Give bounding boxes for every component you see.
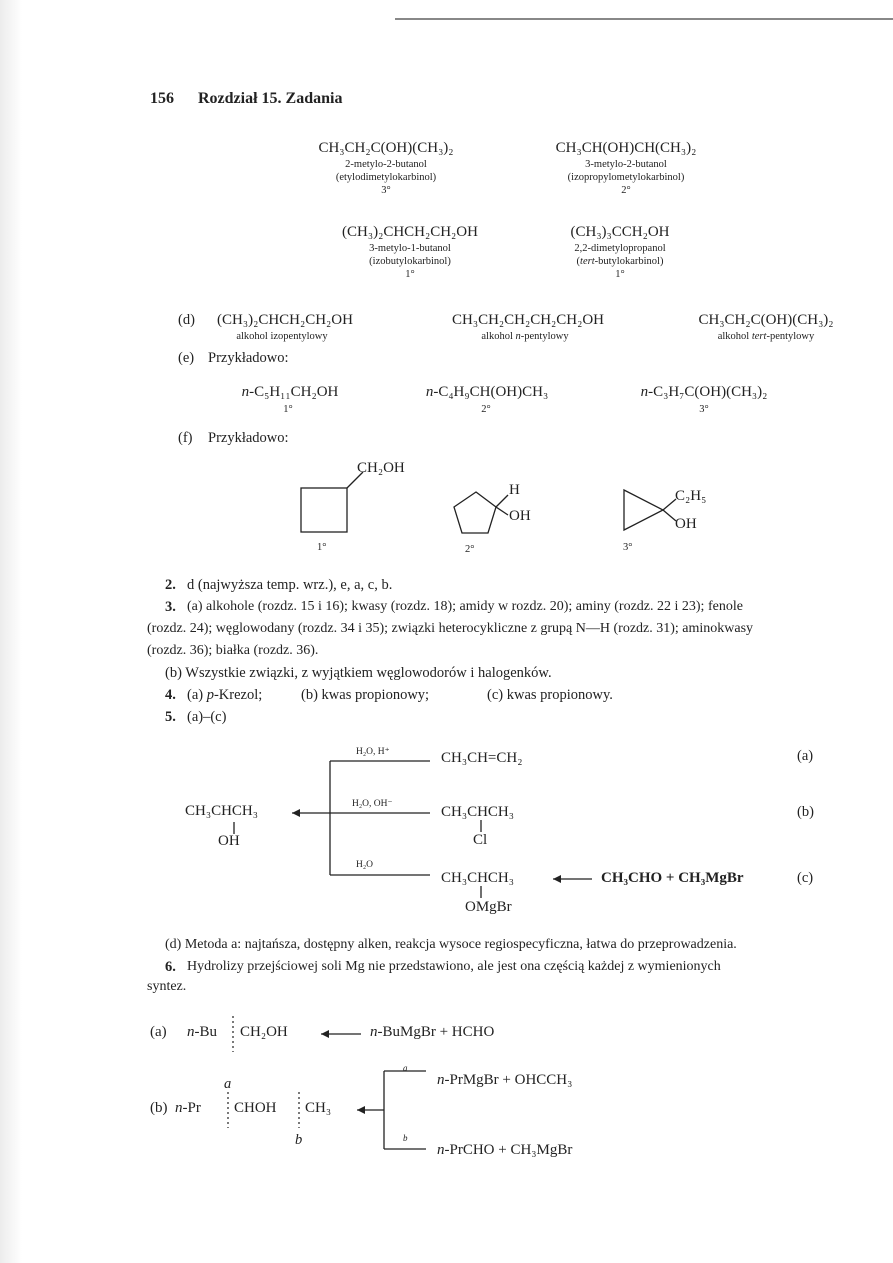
degree: 2°: [465, 544, 475, 555]
page-number: 156: [150, 90, 174, 107]
answer-text: syntez.: [147, 979, 187, 994]
reactant-formula: CH₃CHCH₃: [185, 803, 258, 819]
substituent: C₂H₅: [675, 488, 707, 504]
arrowhead: [553, 875, 561, 883]
answer-text: (a) p-Krezol;: [187, 687, 263, 703]
degree: 1°: [283, 404, 293, 415]
condition-label: H₂O, H⁺: [356, 747, 390, 757]
answer-text: d (najwyższa temp. wrz.), e, a, c, b.: [187, 577, 393, 593]
formula-right: CH₃: [305, 1100, 332, 1116]
substituent: H: [509, 482, 520, 498]
formula: (CH₃)₃CCH₂OH: [570, 224, 670, 240]
formula: CH₃CH₂C(OH)(CH₃)₂: [318, 140, 454, 156]
degree: 1°: [405, 269, 415, 280]
substituent: OMgBr: [465, 899, 512, 915]
bond-line: [496, 495, 508, 507]
answer-text: (a)–(c): [187, 709, 227, 725]
product-formula: CH₃CHCH₃: [441, 804, 514, 820]
e-heading: Przykładowo:: [208, 350, 289, 366]
substituent: OH: [509, 508, 531, 524]
arrowhead: [292, 809, 300, 817]
reagents: n-PrCHO + CH₃MgBr: [437, 1142, 573, 1158]
answer-text: Hydrolizy przejściowej soli Mg nie przedstawiono, ale jest ona częścią każdej z wymienionych: [187, 959, 721, 974]
item-label-d: (d): [178, 312, 195, 328]
substituent: Cl: [473, 832, 488, 848]
cut-label: a: [224, 1076, 232, 1092]
degree: 3°: [699, 404, 709, 415]
formula: CH₃CH₂CH₂CH₂CH₂OH: [452, 312, 604, 328]
answer-text: (rozdz. 36); białka (rozdz. 36).: [147, 643, 319, 658]
answer-text: (b) kwas propionowy;: [301, 687, 430, 703]
answer-number: 5.: [165, 709, 176, 725]
answer-number: 6.: [165, 959, 176, 975]
degree: 1°: [317, 542, 327, 553]
substituent: OH: [675, 516, 697, 532]
formula: (CH₃)₂CHCH₂CH₂OH: [342, 224, 478, 240]
answer-number: 2.: [165, 577, 176, 593]
compound-name: 2-metylo-2-butanol: [345, 159, 427, 170]
compound-alt-name: (etylodimetylokarbinol): [335, 172, 437, 183]
compound-name: alkohol tert-pentylowy: [717, 331, 815, 342]
formula-right: CH₂OH: [240, 1024, 288, 1040]
cut-label: b: [295, 1132, 303, 1148]
formula: (CH₃)₂CHCH₂CH₂OH: [217, 312, 353, 328]
compound-alt-name: (izopropylometylokarbinol): [567, 172, 685, 183]
reagents: n-PrMgBr + OHCCH₃: [437, 1072, 573, 1088]
item-label: (b): [150, 1100, 168, 1116]
formula-left: n-Pr: [175, 1100, 201, 1116]
compound-alt-name: (izobutylokarbinol): [369, 256, 451, 267]
formula: CH₃CH₂C(OH)(CH₃)₂: [698, 312, 834, 328]
compound-name: 3-metylo-2-butanol: [585, 159, 667, 170]
condition-label: H₂O: [356, 860, 374, 870]
reagents: CH₃CHO + CH₃MgBr: [601, 870, 744, 886]
answer-text: (b) Wszystkie związki, z wyjątkiem węglowodorów i halogenków.: [165, 665, 552, 681]
compound-name: alkohol izopentylowy: [236, 331, 328, 342]
item-label: (a): [150, 1024, 167, 1040]
degree: 3°: [381, 185, 391, 196]
item-label-e: (e): [178, 350, 195, 366]
answer-text: (c) kwas propionowy.: [487, 687, 613, 703]
route-label: a: [403, 1063, 408, 1073]
bond-line: [496, 507, 508, 515]
f-heading: Przykładowo:: [208, 430, 289, 446]
answer-number: 4.: [165, 687, 176, 703]
compound-name: 3-metylo-1-butanol: [369, 243, 451, 254]
degree: 2°: [481, 404, 491, 415]
arrowhead: [321, 1030, 329, 1038]
compound-name: 2,2-dimetylopropanol: [574, 243, 666, 254]
cyclobutane-ring: [301, 488, 347, 532]
condition-label: H₂O, OH⁻: [352, 799, 393, 809]
degree: 2°: [621, 185, 631, 196]
formula: CH₃CH(OH)CH(CH₃)₂: [555, 140, 697, 156]
item-label-f: (f): [178, 430, 193, 446]
formula: n-C₃H₇C(OH)(CH₃)₂: [640, 384, 768, 400]
degree: 1°: [615, 269, 625, 280]
chapter-title: Rozdział 15. Zadania: [198, 90, 343, 107]
reagents: n-BuMgBr + HCHO: [370, 1024, 495, 1040]
product-formula: CH₃CHCH₃: [441, 870, 514, 886]
formula: n-C₄H₉CH(OH)CH₃: [425, 384, 549, 400]
degree: 3°: [623, 542, 633, 553]
substituent: OH: [218, 833, 240, 849]
route-label: b: [403, 1133, 408, 1143]
product-formula: CH₃CH=CH₂: [441, 750, 523, 766]
formula-mid: CHOH: [234, 1100, 277, 1116]
compound-alt-name: (tert-butylokarbinol): [576, 256, 664, 267]
formula-left: n-Bu: [187, 1024, 217, 1040]
tag-label: (c): [797, 870, 814, 886]
arrowhead: [357, 1106, 365, 1114]
substituent: CH₂OH: [357, 460, 405, 476]
tag-label: (b): [797, 804, 814, 820]
compound-name: alkohol n-pentylowy: [481, 331, 569, 342]
formula: n-C₅H₁₁CH₂OH: [241, 384, 339, 400]
answer-text: (d) Metoda a: najtańsza, dostępny alken, reakcja wysoce regiospecyficzna, łatwa do przeprowadzenia.: [165, 937, 737, 952]
answer-number: 3.: [165, 599, 176, 615]
cyclopentane-ring: [454, 492, 496, 533]
cyclopropane-ring: [624, 490, 663, 530]
answer-text: (rozdz. 24); węglowodany (rozdz. 34 i 35); związki heterocykliczne z grupą N—H (rozdz. 31); aminokwasy: [147, 621, 754, 636]
tag-label: (a): [797, 748, 814, 764]
answer-text: (a) alkohole (rozdz. 15 i 16); kwasy (rozdz. 18); amidy w rozdz. 20); aminy (rozdz. 22 i 23); fenole: [187, 599, 743, 614]
